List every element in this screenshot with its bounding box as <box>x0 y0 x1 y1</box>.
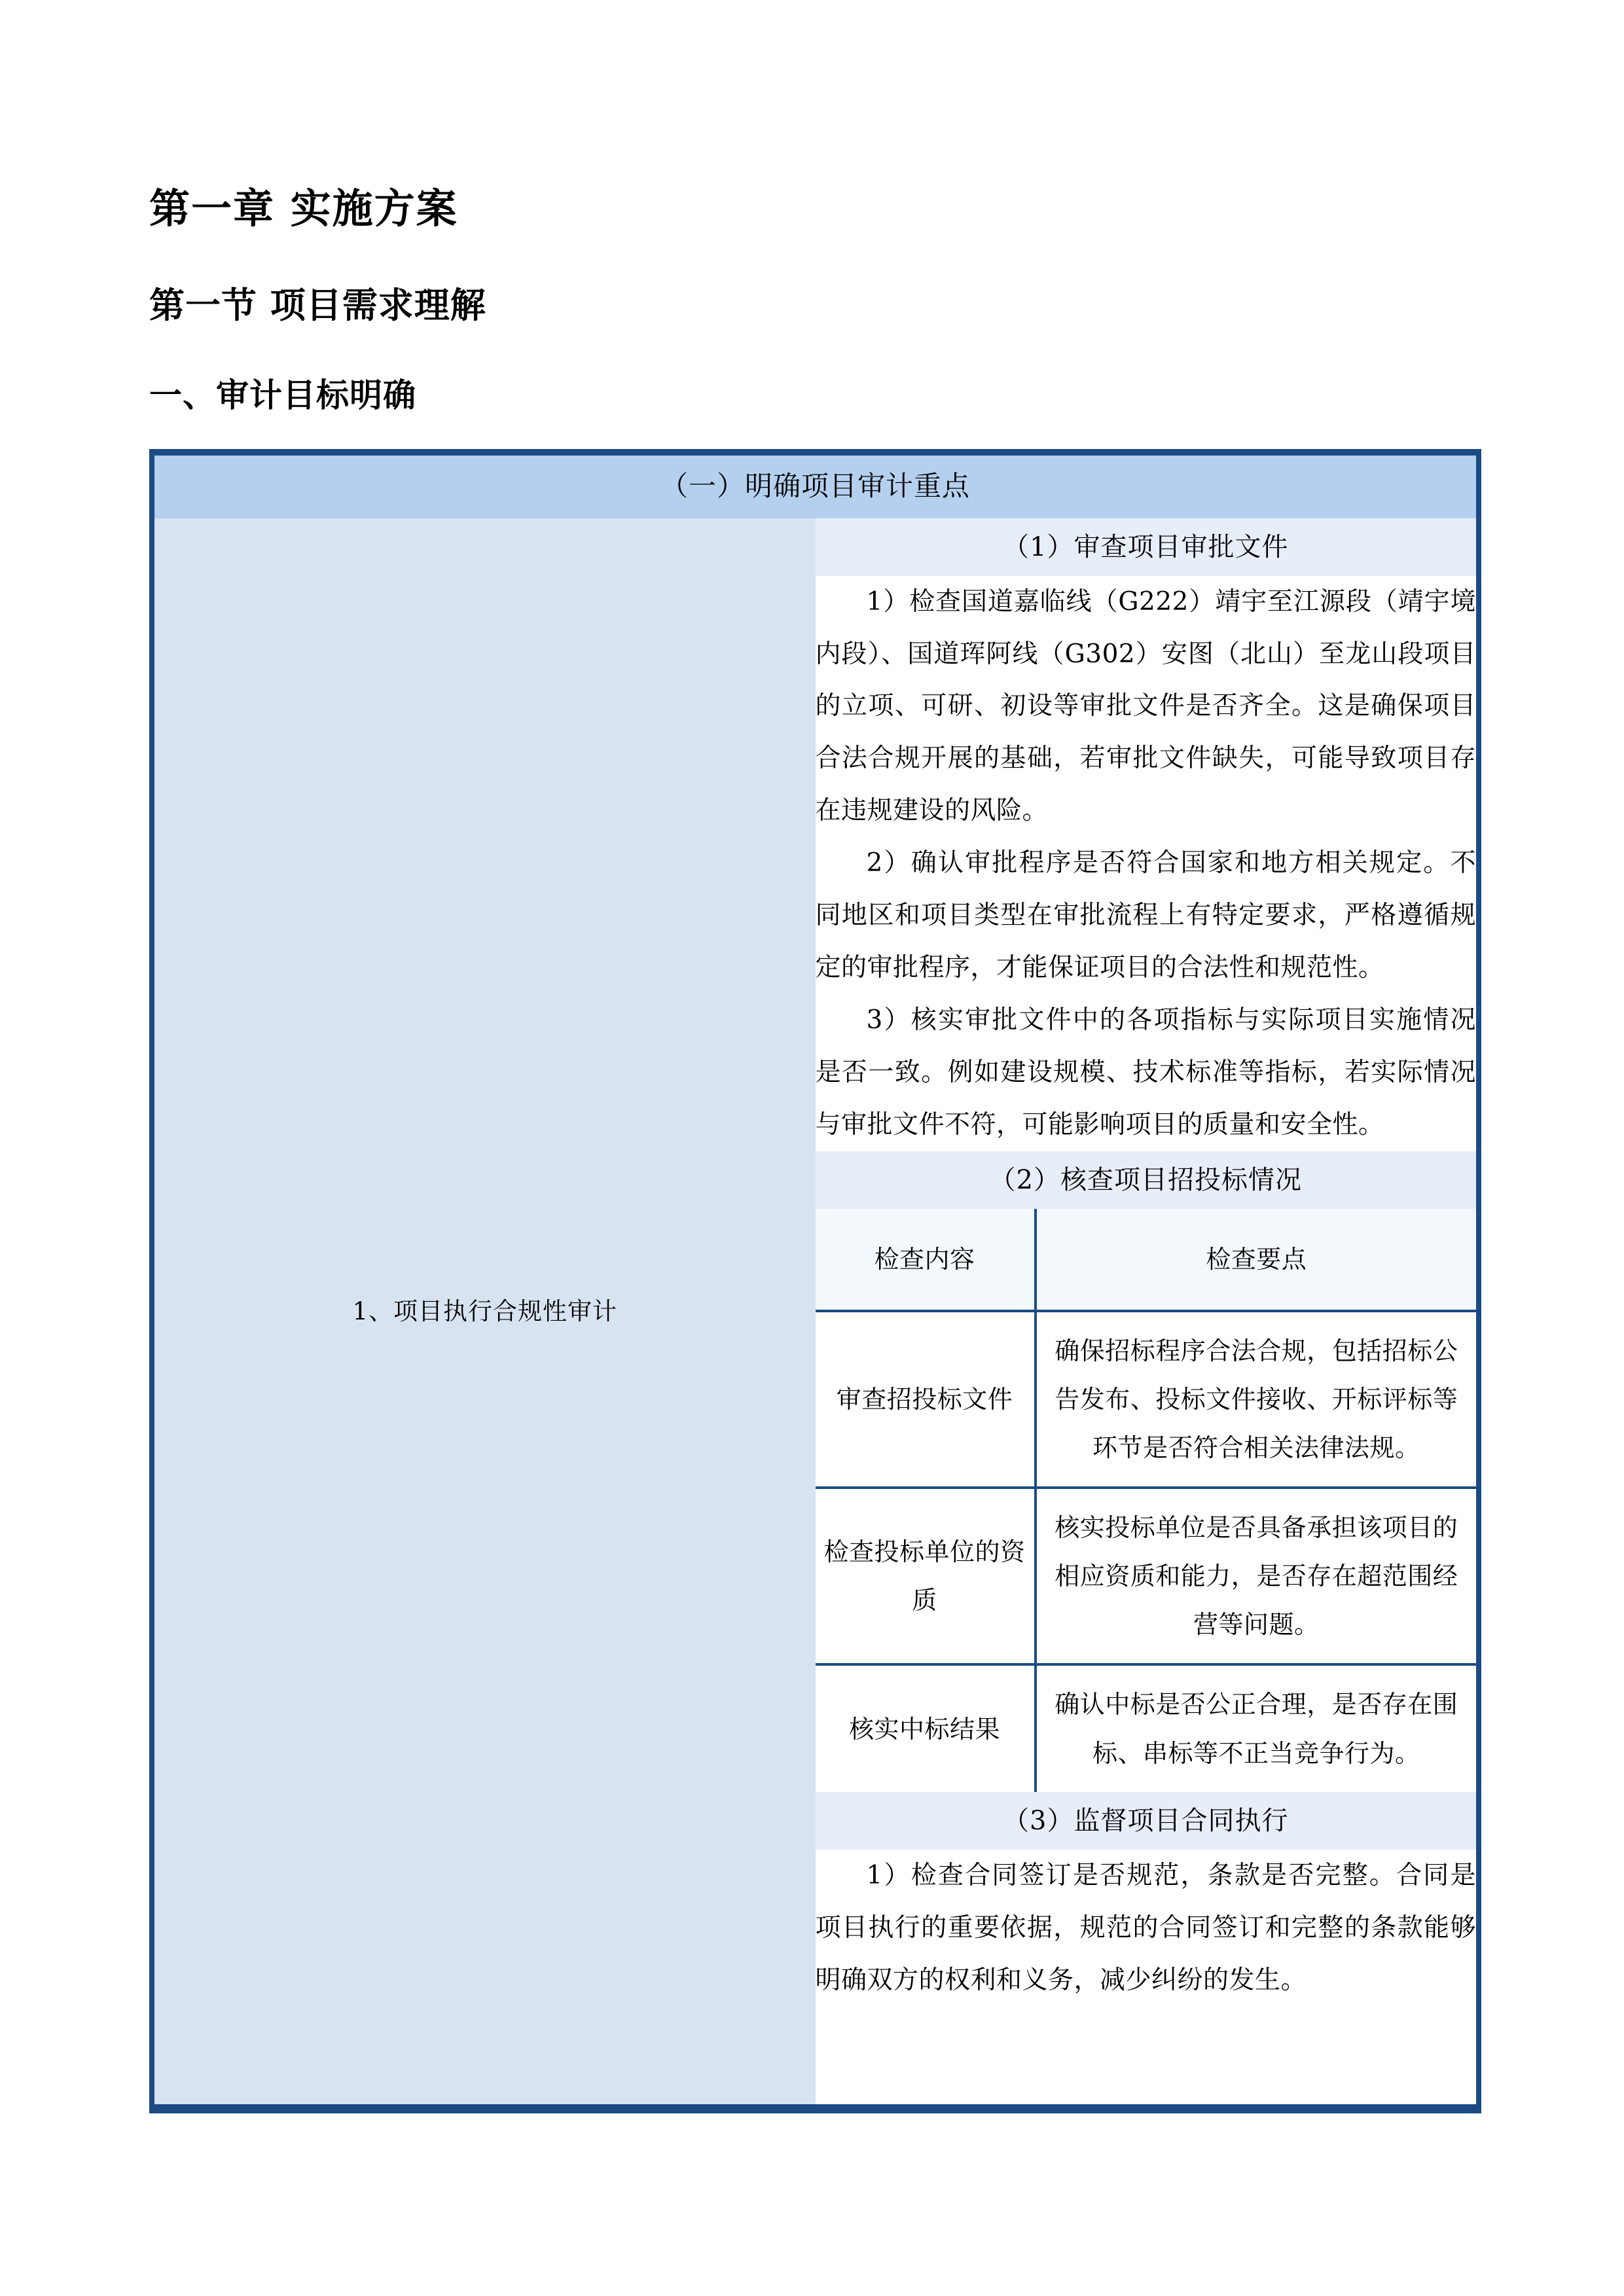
paragraph: 1）检查国道嘉临线（G222）靖宇至江源段（靖宇境内段）、国道珲阿线（G302）安图（北山）至龙山段项目的立项、可研、初设等审批文件是否齐全。这是确保项目合法合规开展的基础，若审批文件缺失，可能导致项目存在违规建设的风险。 <box>815 586 1476 826</box>
group-1-paragraphs <box>816 576 1477 1151</box>
inner-table-header-row <box>816 1209 1477 1311</box>
inspection-item: 检查投标单位的资质 <box>816 1488 1036 1664</box>
group-title-1: （1）审查项目审批文件 <box>816 518 1477 576</box>
inspection-point: 核实投标单位是否具备承担该项目的相应资质和能力，是否存在超范围经营等问题。 <box>1036 1488 1477 1664</box>
table-row <box>816 1488 1477 1664</box>
group-3-paragraphs <box>816 1850 1477 2105</box>
inspection-point: 确保招标程序合法合规，包括招标公告发布、投标文件接收、开标评标等环节是否符合相关法律法规。 <box>1036 1311 1477 1488</box>
left-column-label: 1、项目执行合规性审计 <box>154 518 816 2105</box>
cell-bottom-spacer <box>816 2006 1477 2104</box>
table-row <box>816 1311 1477 1488</box>
paragraph: 3）核实审批文件中的各项指标与实际项目实施情况是否一致。例如建设规模、技术标准等指标，若实际情况与审批文件不符，可能影响项目的质量和安全性。 <box>815 1005 1476 1139</box>
audit-table <box>154 456 1476 2105</box>
table-row-body <box>154 518 1476 576</box>
main-header-cell: （一）明确项目审计重点 <box>154 456 1476 518</box>
chapter-heading: 第一章 实施方案 <box>149 185 458 232</box>
page-content <box>149 187 1481 2113</box>
inspection-item: 核实中标结果 <box>816 1664 1036 1791</box>
table-row <box>816 1664 1477 1791</box>
inspection-item: 审查招投标文件 <box>816 1311 1036 1488</box>
inner-col-header-item: 检查内容 <box>816 1209 1036 1311</box>
inspection-table <box>816 1209 1477 1792</box>
audit-focus-table <box>149 449 1481 2114</box>
group-title-3: （3）监督项目合同执行 <box>816 1792 1477 1850</box>
group-2-inner-table-cell <box>816 1209 1477 1792</box>
group-title-2: （2）核查项目招投标情况 <box>816 1151 1477 1209</box>
subsection-heading: 一、审计目标明确 <box>149 376 416 414</box>
paragraph: 2）确认审批程序是否符合国家和地方相关规定。不同地区和项目类型在审批流程上有特定要求，严格遵循规定的审批程序，才能保证项目的合法性和规范性。 <box>815 848 1476 983</box>
inner-col-header-point: 检查要点 <box>1036 1209 1477 1311</box>
section-heading: 第一节 项目需求理解 <box>149 285 486 327</box>
table-row-main-header <box>154 456 1476 518</box>
paragraph: 1）检查合同签订是否规范，条款是否完整。合同是项目执行的重要依据，规范的合同签订和完整的条款能够明确双方的权利和义务，减少纠纷的发生。 <box>815 1860 1476 1995</box>
inspection-point: 确认中标是否公正合理，是否存在围标、串标等不正当竞争行为。 <box>1036 1664 1477 1791</box>
